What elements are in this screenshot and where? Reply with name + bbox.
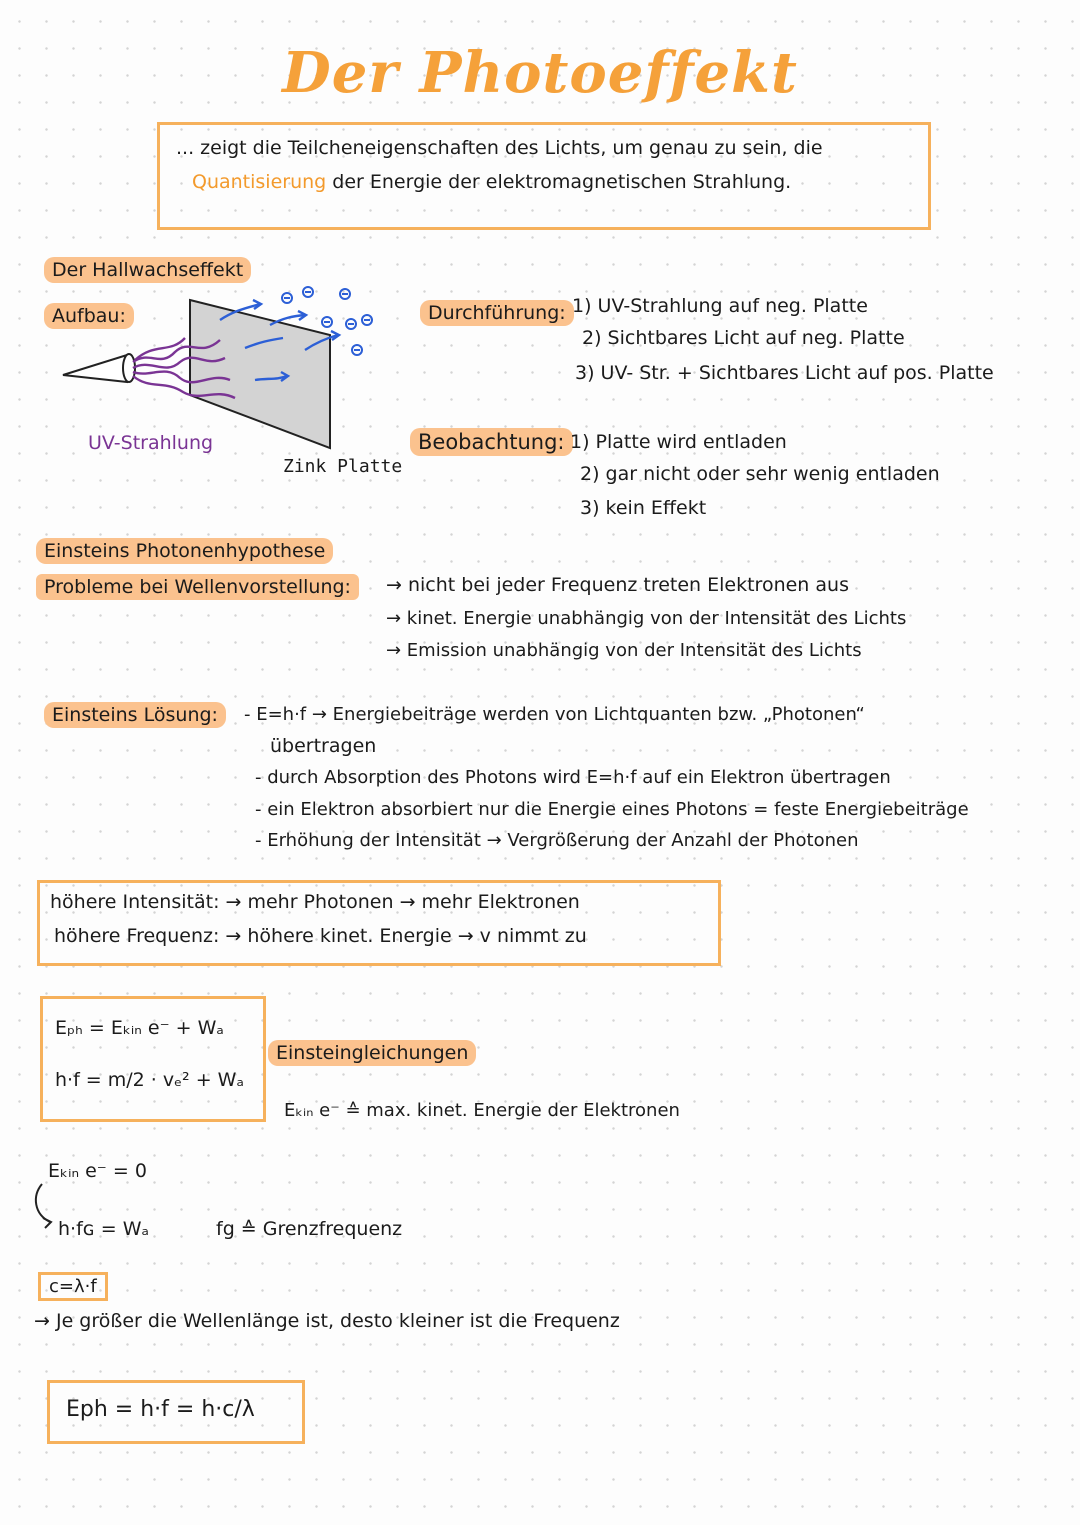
durchfuehrung-step-2: 2) Sichtbares Licht auf neg. Platte [582,327,905,349]
probleme-label: Probleme bei Wellenvorstellung: [36,574,359,600]
uv-label: UV-Strahlung [88,432,214,454]
summary-box [37,880,721,966]
intro-rest: der Energie der elektromagnetischen Strahlung. [332,171,792,193]
curved-arrow-icon [30,1180,60,1230]
intro-box [157,122,931,230]
final-equation-box [47,1380,305,1444]
zinc-plate-shape [190,300,330,448]
aufbau-label: Aufbau: [44,303,134,329]
loesung-item-1: - E=h·f → Energiebeiträge werden von Lichtquanten bzw. „Photonen“ [244,704,865,725]
loesung-label: Einsteins Lösung: [44,702,226,728]
beobachtung-label: Beobachtung: [410,428,573,456]
plate-label: Zink Platte [283,456,403,477]
probleme-item-3: → Emission unabhängig von der Intensität des Lichts [386,640,862,661]
grenz-line-2: h·fɢ = Wₐ [58,1218,149,1240]
loesung-item-3: - ein Elektron absorbiert nur die Energie eines Photons = feste Energiebeiträge [255,799,969,820]
probleme-item-1: → nicht bei jeder Frequenz treten Elektronen aus [386,574,849,596]
equation-note: Eₖᵢₙ e⁻ ≙ max. kinet. Energie der Elektronen [284,1100,680,1121]
loesung-item-2: - durch Absorption des Photons wird E=h·f auf ein Elektron übertragen [255,767,891,788]
beobachtung-item-3: 3) kein Effekt [580,497,707,519]
beobachtung-item-1: 1) Platte wird entladen [570,431,787,453]
summary-line-2: höhere Frequenz: → höhere kinet. Energie → v nimmt zu [54,925,587,947]
grenz-line-1: Eₖᵢₙ e⁻ = 0 [48,1160,147,1182]
uv-lamp-icon [63,355,127,382]
durchfuehrung-step-3: 3) UV- Str. + Sichtbares Licht auf pos. Platte [575,362,994,384]
intro-highlight: Quantisierung [192,171,327,193]
loesung-item-1-cont: übertragen [270,735,377,757]
wave-text: → Je größer die Wellenlänge ist, desto kleiner ist die Frequenz [34,1310,620,1332]
einsteingleichungen-label: Einsteingleichungen [268,1040,476,1066]
equations-box [40,996,266,1122]
durchfuehrung-step-1: 1) UV-Strahlung auf neg. Platte [572,295,868,317]
wave-formula-box: c=λ·f [38,1272,108,1301]
grenz-note: fg ≙ Grenzfrequenz [216,1218,403,1240]
page-title: Der Photoeffekt [282,40,798,106]
summary-line-1: höhere Intensität: → mehr Photonen → mehr Elektronen [50,891,580,913]
intro-line-1: ... zeigt die Teilcheneigenschaften des Lichts, um genau zu sein, die [176,137,823,159]
durchfuehrung-label: Durchführung: [420,300,574,326]
equation-line-2: h·f = m/2 · vₑ² + Wₐ [55,1069,244,1091]
hallwachs-heading: Der Hallwachseffekt [44,257,251,283]
probleme-item-2: → kinet. Energie unabhängig von der Intensität des Lichts [386,608,907,629]
final-equation: Eph = h·f = h·c/λ [66,1397,255,1422]
loesung-item-4: - Erhöhung der Intensität → Vergrößerung der Anzahl der Photonen [255,830,859,851]
beobachtung-item-2: 2) gar nicht oder sehr wenig entladen [580,463,940,485]
hallwachs-sketch [55,280,395,450]
equation-line-1: Eₚₕ = Eₖᵢₙ e⁻ + Wₐ [55,1017,224,1039]
einstein-heading: Einsteins Photonenhypothese [36,538,333,564]
